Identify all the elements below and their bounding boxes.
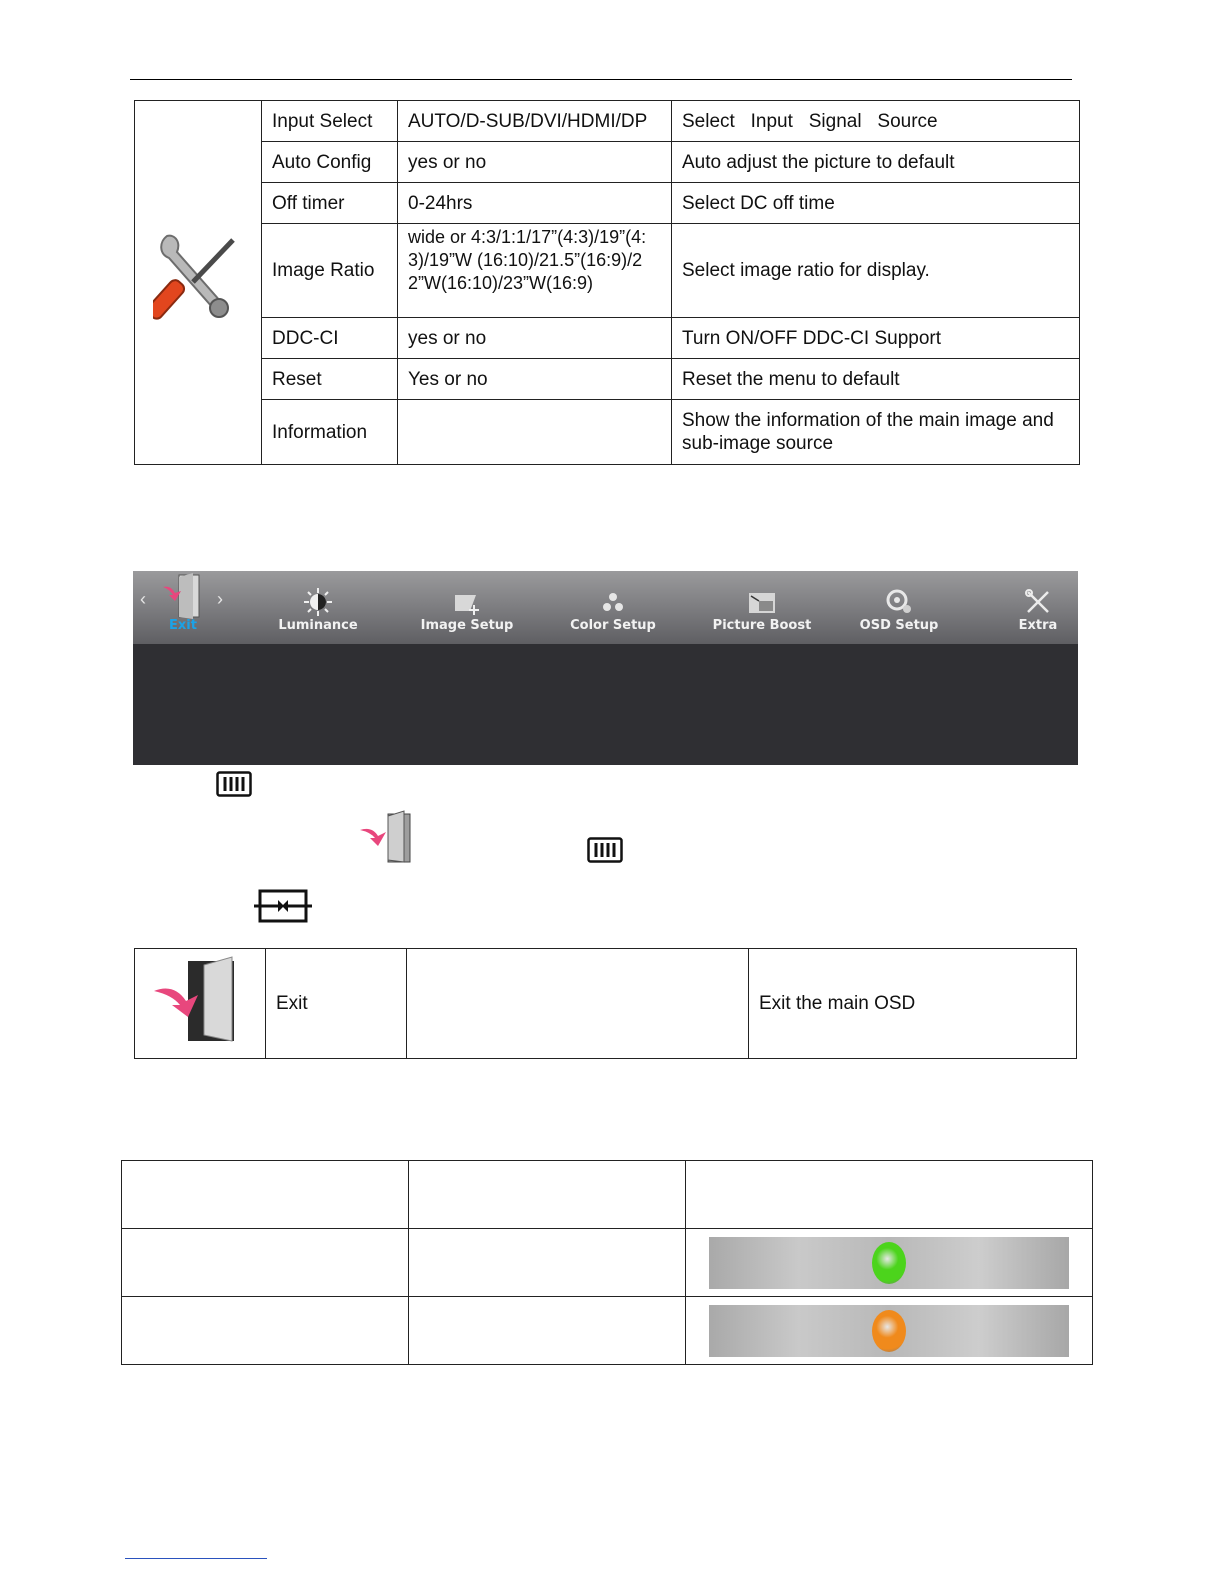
osd-tab-label: Color Setup [570, 618, 656, 633]
osd-menu-bar [133, 571, 1078, 644]
led-strip [709, 1237, 1069, 1289]
table-row [135, 400, 1080, 465]
row-range-reset: Yes or no [398, 359, 672, 400]
orange-led-icon [872, 1310, 906, 1352]
green-led-icon [872, 1242, 906, 1284]
table-row [135, 142, 1080, 183]
osd-tab-label: Extra [1018, 618, 1058, 633]
row-desc-reset: Reset the menu to default [672, 359, 1080, 400]
table-row [122, 1297, 1093, 1365]
led-row-col2 [409, 1297, 686, 1365]
osd-tab-image-setup[interactable] [407, 571, 527, 644]
footer-link-underline [125, 1558, 267, 1559]
row-item-ddc-ci: DDC-CI [262, 318, 398, 359]
row-desc-image-ratio: Select image ratio for display. [672, 224, 1080, 318]
led-row-col1 [122, 1229, 409, 1297]
exit-range [407, 949, 749, 1059]
row-range-off-timer: 0-24hrs [398, 183, 672, 224]
led-row-col3 [686, 1297, 1093, 1365]
table-row [135, 318, 1080, 359]
exit-table [134, 948, 1077, 1059]
header-rule [130, 79, 1072, 80]
led-header-col1 [122, 1161, 409, 1229]
row-item-input-select: Input Select [262, 101, 398, 142]
table-row [135, 359, 1080, 400]
exit-icon-cell [135, 949, 266, 1059]
row-item-information: Information [262, 400, 398, 465]
row-range-ddc-ci: yes or no [398, 318, 672, 359]
table-row [122, 1161, 1093, 1229]
osd-tab-luminance[interactable] [258, 571, 378, 644]
osd-tab-label: Image Setup [420, 618, 514, 633]
tools-icon [153, 232, 243, 328]
row-desc-ddc-ci: Turn ON/OFF DDC-CI Support [672, 318, 1080, 359]
osd-tab-label: Exit [169, 618, 197, 633]
led-header-col3 [686, 1161, 1093, 1229]
sun-icon [303, 587, 333, 617]
led-header-col2 [409, 1161, 686, 1229]
osd-gear-icon [884, 587, 914, 617]
row-desc-input-select: Select Input Signal Source [672, 101, 1080, 142]
osd-tab-label: Picture Boost [712, 618, 812, 633]
row-desc-information: Show the information of the main image and sub-image source [672, 400, 1080, 465]
led-strip [709, 1305, 1069, 1357]
table-row [135, 183, 1080, 224]
tools-icon [1023, 587, 1053, 617]
osd-tab-color-setup[interactable] [553, 571, 673, 644]
osd-tab-osd-setup[interactable] [839, 571, 959, 644]
exit-item-label: Exit [266, 949, 407, 1059]
led-row-col3 [686, 1229, 1093, 1297]
osd-tab-label: OSD Setup [859, 618, 939, 633]
led-status-table [121, 1160, 1093, 1365]
osd-tab-picture-boost[interactable] [702, 571, 822, 644]
table-row [135, 949, 1077, 1059]
menu-key-icon [587, 837, 623, 863]
extra-icon-cell [135, 101, 262, 465]
row-desc-auto-config: Auto adjust the picture to default [672, 142, 1080, 183]
row-desc-off-timer: Select DC off time [672, 183, 1080, 224]
row-item-image-ratio: Image Ratio [262, 224, 398, 318]
led-row-col2 [409, 1229, 686, 1297]
osd-tab-exit[interactable] [123, 571, 243, 644]
exit-door-icon [150, 955, 250, 1047]
osd-tab-label: Luminance [278, 618, 358, 633]
row-range-information [398, 400, 672, 465]
menu-key-icon [216, 771, 252, 797]
auto-key-icon [254, 888, 312, 924]
exit-desc: Exit the main OSD [749, 949, 1077, 1059]
row-item-auto-config: Auto Config [262, 142, 398, 183]
color-dots-icon [598, 587, 628, 617]
extra-settings-table [134, 100, 1080, 465]
row-item-off-timer: Off timer [262, 183, 398, 224]
row-range-auto-config: yes or no [398, 142, 672, 183]
row-range-image-ratio: wide or 4:3/1:1/17”(4:3)/19”(4:3)/19”W (16:10)/21.5”(16:9)/22”W(16:10)/23”W(16:9) [398, 224, 672, 318]
osd-menu-panel [133, 571, 1078, 765]
table-row [135, 101, 1080, 142]
row-item-reset: Reset [262, 359, 398, 400]
image-setup-icon [452, 587, 482, 617]
table-row [135, 224, 1080, 318]
exit-door-icon [358, 810, 414, 864]
table-row [122, 1229, 1093, 1297]
row-range-input-select: AUTO/D-SUB/DVI/HDMI/DP [398, 101, 672, 142]
exit-door-icon [161, 573, 205, 621]
chevron-right-icon[interactable]: › [217, 589, 223, 609]
chevron-left-icon[interactable]: ‹ [140, 589, 146, 609]
picture-boost-icon [747, 587, 777, 617]
osd-tab-extra[interactable] [978, 571, 1098, 644]
led-row-col1 [122, 1297, 409, 1365]
